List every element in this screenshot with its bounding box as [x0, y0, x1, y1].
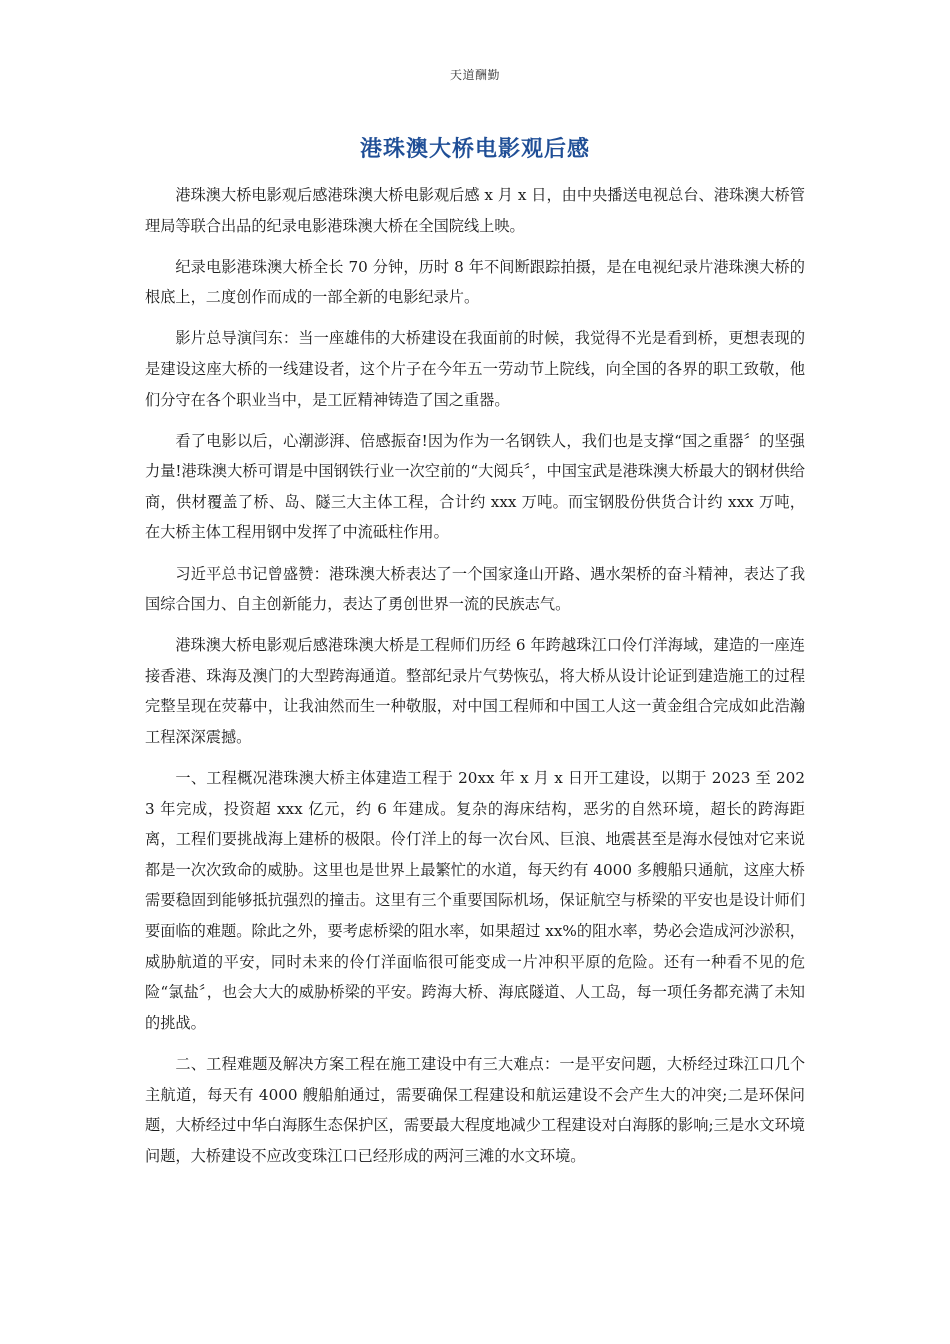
paragraph: 港珠澳大桥电影观后感港珠澳大桥是工程师们历经 6 年跨越珠江口伶仃洋海域，建造的一座连接香港、珠海及澳门的大型跨海通道。整部纪录片气势恢弘，将大桥从设计论证到建造施工的过程完整呈现在荧幕中，让我油然而生一种敬服，对中国工程师和中国工人这一黄金组合完成如此浩瀚工程深深震撼。	[145, 636, 805, 746]
paragraph: 一、工程概况港珠澳大桥主体建造工程于 20xx 年 x 月 x 日开工建设，以期于 2023 至 2023 年完成，投资超 xxx 亿元，约 6 年建成。复杂的海床结构，恶劣的自然环境，超长的跨海距离，工程们要挑战海上建桥的极限。伶仃洋上的每一次台风、巨浪、地震甚至是海水侵蚀对它来说都是一次次致命的威胁。这里也是世界上最繁忙的水道，每天约有 4000 多艘船只通航，这座大桥需要稳固到能够抵抗强烈的撞击。这里有三个重要国际机场，保证航空与桥梁的平安也是设计师们要面临的难题。除此之外，要考虑桥梁的阻水率，如果超过 xx%的阻水率，势必会造成河沙淤积，威胁航道的平安，同时未来的伶仃洋面临很可能变成一片冲积平原的危险。还有一种看不见的危险“氯盐〞，也会大大的威胁桥梁的平安。跨海大桥、海底隧道、人工岛，每一项任务都充满了未知的挑战。	[145, 769, 805, 1032]
paragraph: 习近平总书记曾盛赞：港珠澳大桥表达了一个国家逢山开路、遇水架桥的奋斗精神，表达了我国综合国力、自主创新能力，表达了勇创世界一流的民族志气。	[145, 564, 805, 614]
document-body	[145, 180, 805, 1182]
paragraph: 二、工程难题及解决方案工程在施工建设中有三大难点：一是平安问题，大桥经过珠江口几个主航道，每天有 4000 艘船舶通过，需要确保工程建设和航运建设不会产生大的冲突;二是环保问题，大桥经过中华白海豚生态保护区，需要最大程度地减少工程建设对白海豚的影响;三是水文环境问题，大桥建设不应改变珠江口已经形成的两河三滩的水文环境。	[145, 1054, 805, 1165]
paragraph: 看了电影以后，心潮澎湃、倍感振奋!因为作为一名钢铁人，我们也是支撑“国之重器〞的坚强力量!港珠澳大桥可谓是中国钢铁行业一次空前的“大阅兵〞，中国宝武是港珠澳大桥最大的钢材供给商，供材覆盖了桥、岛、隧三大主体工程，合计约 xxx 万吨。而宝钢股份供货合计约 xxx 万吨，在大桥主体工程用钢中发挥了中流砥柱作用。	[145, 431, 805, 542]
paragraph: 港珠澳大桥电影观后感港珠澳大桥电影观后感 x 月 x 日，由中央播送电视总台、港珠澳大桥管理局等联合出品的纪录电影港珠澳大桥在全国院线上映。	[145, 186, 805, 235]
page-header: 天道酬勤	[449, 68, 500, 82]
paragraph: 纪录电影港珠澳大桥全长 70 分钟，历时 8 年不间断跟踪拍摄，是在电视纪录片港珠澳大桥的根底上，二度创作而成的一部全新的电影纪录片。	[145, 257, 805, 307]
document-title: 港珠澳大桥电影观后感	[359, 137, 590, 162]
paragraph: 影片总导演闫东：当一座雄伟的大桥建设在我面前的时候，我觉得不光是看到桥，更想表现的是建设这座大桥的一线建设者，这个片子在今年五一劳动节上院线，向全国的各界的职工致敬，他们分守在各个职业当中，是工匠精神铸造了国之重器。	[145, 329, 805, 409]
